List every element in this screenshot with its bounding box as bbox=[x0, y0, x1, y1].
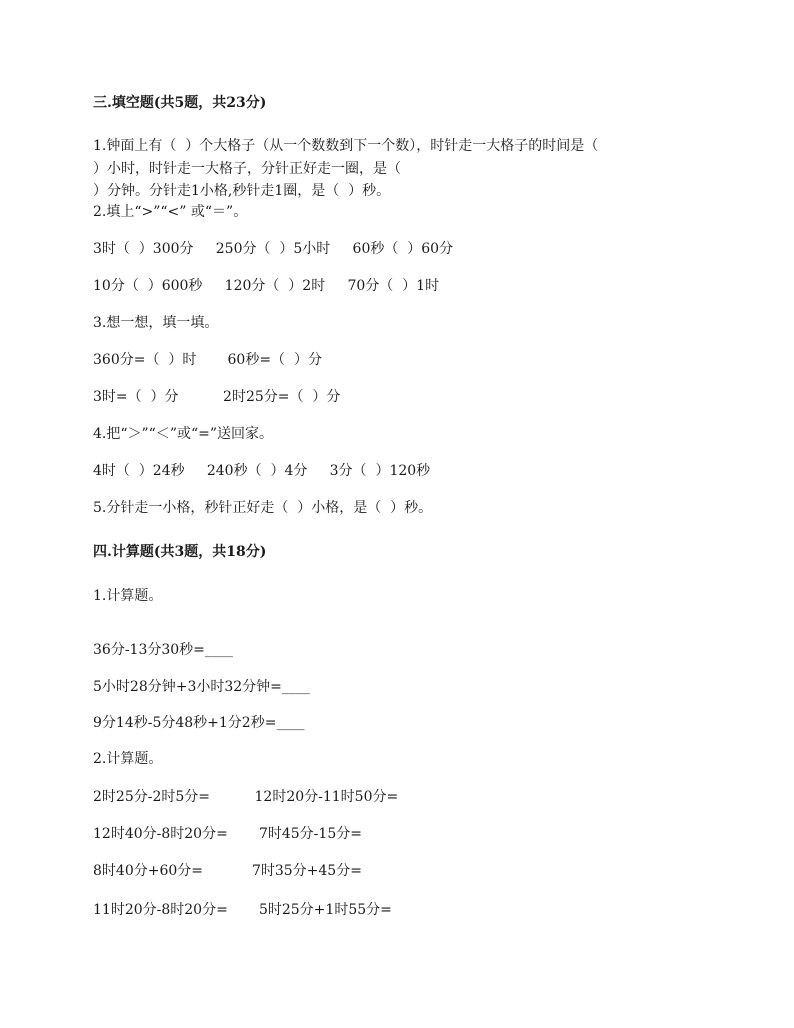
calc-question-1-row-1: 36分-13分30秒=____ bbox=[93, 642, 233, 658]
calc-question-1-row-3: 9分14秒-5分48秒+1分2秒=____ bbox=[93, 715, 305, 731]
question-2-row-2: 10分（ ）600秒 120分（ ）2时 70分（ ）1时 bbox=[93, 278, 440, 294]
calc-question-2-row-4: 11时20分-8时20分= 5时25分+1时55分= bbox=[93, 902, 392, 918]
calc-question-2-title: 2.计算题。 bbox=[93, 751, 163, 767]
question-3-row-1: 360分=（ ）时 60秒=（ ）分 bbox=[93, 352, 322, 368]
section-3-heading: 三.填空题(共5题，共23分) bbox=[93, 95, 267, 111]
calc-question-1-title: 1.计算题。 bbox=[93, 588, 163, 604]
calc-question-2-row-1: 2时25分-2时5分= 12时20分-11时50分= bbox=[93, 789, 399, 805]
question-3-title: 3.想一想，填一填。 bbox=[93, 315, 219, 331]
question-1-line-2: ）小时，时针走一大格子，分针正好走一圈，是（ bbox=[93, 161, 401, 177]
question-4-title: 4.把“＞”“＜”或“=”送回家。 bbox=[93, 426, 274, 442]
question-1-line-3: ）分钟。分针走1小格,秒针走1圈，是（ ）秒。 bbox=[93, 183, 391, 199]
question-3-row-2: 3时=（ ）分 2时25分=（ ）分 bbox=[93, 389, 341, 405]
calc-question-1-row-2: 5小时28分钟+3小时32分钟=____ bbox=[93, 679, 310, 695]
question-1-line-1: 1.钟面上有（ ）个大格子（从一个数数到下一个数），时针走一大格子的时间是（ bbox=[93, 138, 599, 154]
question-4-row-1: 4时（ ）24秒 240秒（ ）4分 3分（ ）120秒 bbox=[93, 463, 431, 479]
calc-question-2-row-2: 12时40分-8时20分= 7时45分-15分= bbox=[93, 826, 362, 842]
question-2-row-1: 3时（ ）300分 250分（ ）5小时 60秒（ ）60分 bbox=[93, 241, 454, 257]
section-4-heading: 四.计算题(共3题，共18分) bbox=[93, 544, 267, 560]
question-5-text: 5.分针走一小格，秒针正好走（ ）小格，是（ ）秒。 bbox=[93, 500, 433, 516]
calc-question-2-row-3: 8时40分+60分= 7时35分+45分= bbox=[93, 863, 362, 879]
question-2-title: 2.填上“>”“<” 或“＝”。 bbox=[93, 204, 248, 220]
